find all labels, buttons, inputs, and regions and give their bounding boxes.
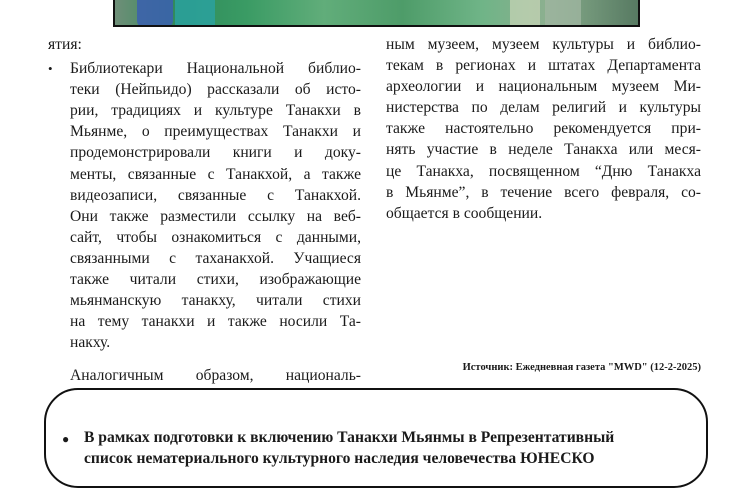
text-line: на тему танакхи и также носили Та- bbox=[70, 313, 361, 331]
photo-figure bbox=[510, 0, 540, 27]
text-line: мьянманскую танакху, читали стихи bbox=[70, 292, 361, 310]
highlight-box-text bbox=[62, 424, 692, 469]
text-line: в Мьянме”, в течение всего февраля, со- bbox=[386, 183, 701, 201]
text-line: связанными с таханакхой. Учащиеся bbox=[70, 249, 361, 267]
lead-line: ятия: bbox=[48, 36, 82, 53]
text-line: Мьянме, о преимуществах Танакхи и bbox=[70, 123, 361, 141]
text-line: также настоятельно рекомендуется при- bbox=[386, 120, 701, 138]
text-line: видеозаписи, связанные с Танакхой. bbox=[70, 186, 361, 204]
text-line: нять участие в неделе Танакха или меся- bbox=[386, 141, 701, 159]
text-line: Они также разместили ссылку на веб- bbox=[70, 207, 361, 225]
left-column bbox=[48, 34, 361, 387]
text-line: накху. bbox=[70, 334, 111, 352]
text-line: археологии и национальным музеем Ми- bbox=[386, 78, 701, 96]
text-line: продемонстрировали книги и доку- bbox=[70, 144, 361, 162]
text-line: менты, связанные с Танакхой, а также bbox=[70, 165, 361, 183]
bullet-item-librarians bbox=[48, 58, 361, 353]
text-line: нистерства по делам религий и культуры bbox=[386, 99, 701, 117]
text-line: сайт, чтобы ознакомиться с данными, bbox=[70, 228, 361, 246]
text-line: текам в регионах и штатах Департамента bbox=[386, 57, 701, 75]
source-citation: Источник: Ежедневная газета "MWD" (12-2-2025) bbox=[462, 362, 701, 373]
text-line: Библиотекари Национальной библио- bbox=[70, 60, 361, 78]
bullet-icon: • bbox=[48, 61, 53, 77]
bullet-icon: ● bbox=[62, 432, 70, 446]
photo-figure bbox=[175, 0, 215, 27]
right-column bbox=[386, 34, 701, 224]
photo-figure bbox=[545, 0, 581, 27]
box-line: В рамках подготовки к включению Танакхи Мьянмы в Репрезентативный bbox=[84, 429, 615, 446]
text-line: рии, традициях и культуре Танакхи в bbox=[70, 102, 361, 120]
text-line: также читали стихи, изображающие bbox=[70, 271, 361, 289]
text-line: ным музеем, музеем культуры и библио- bbox=[386, 36, 701, 53]
header-photo bbox=[113, 0, 640, 27]
text-line: общается в сообщении. bbox=[386, 204, 543, 222]
box-line: список нематериального культурного наследия человечества ЮНЕСКО bbox=[84, 450, 595, 467]
paragraph-line: Аналогичным образом, националь- bbox=[70, 367, 361, 385]
photo-figure bbox=[137, 0, 173, 27]
text-line: теки (Нейпьидо) рассказали об исто- bbox=[70, 81, 361, 99]
text-line: це Танакха, посвященном “Дню Танакха bbox=[386, 162, 701, 180]
